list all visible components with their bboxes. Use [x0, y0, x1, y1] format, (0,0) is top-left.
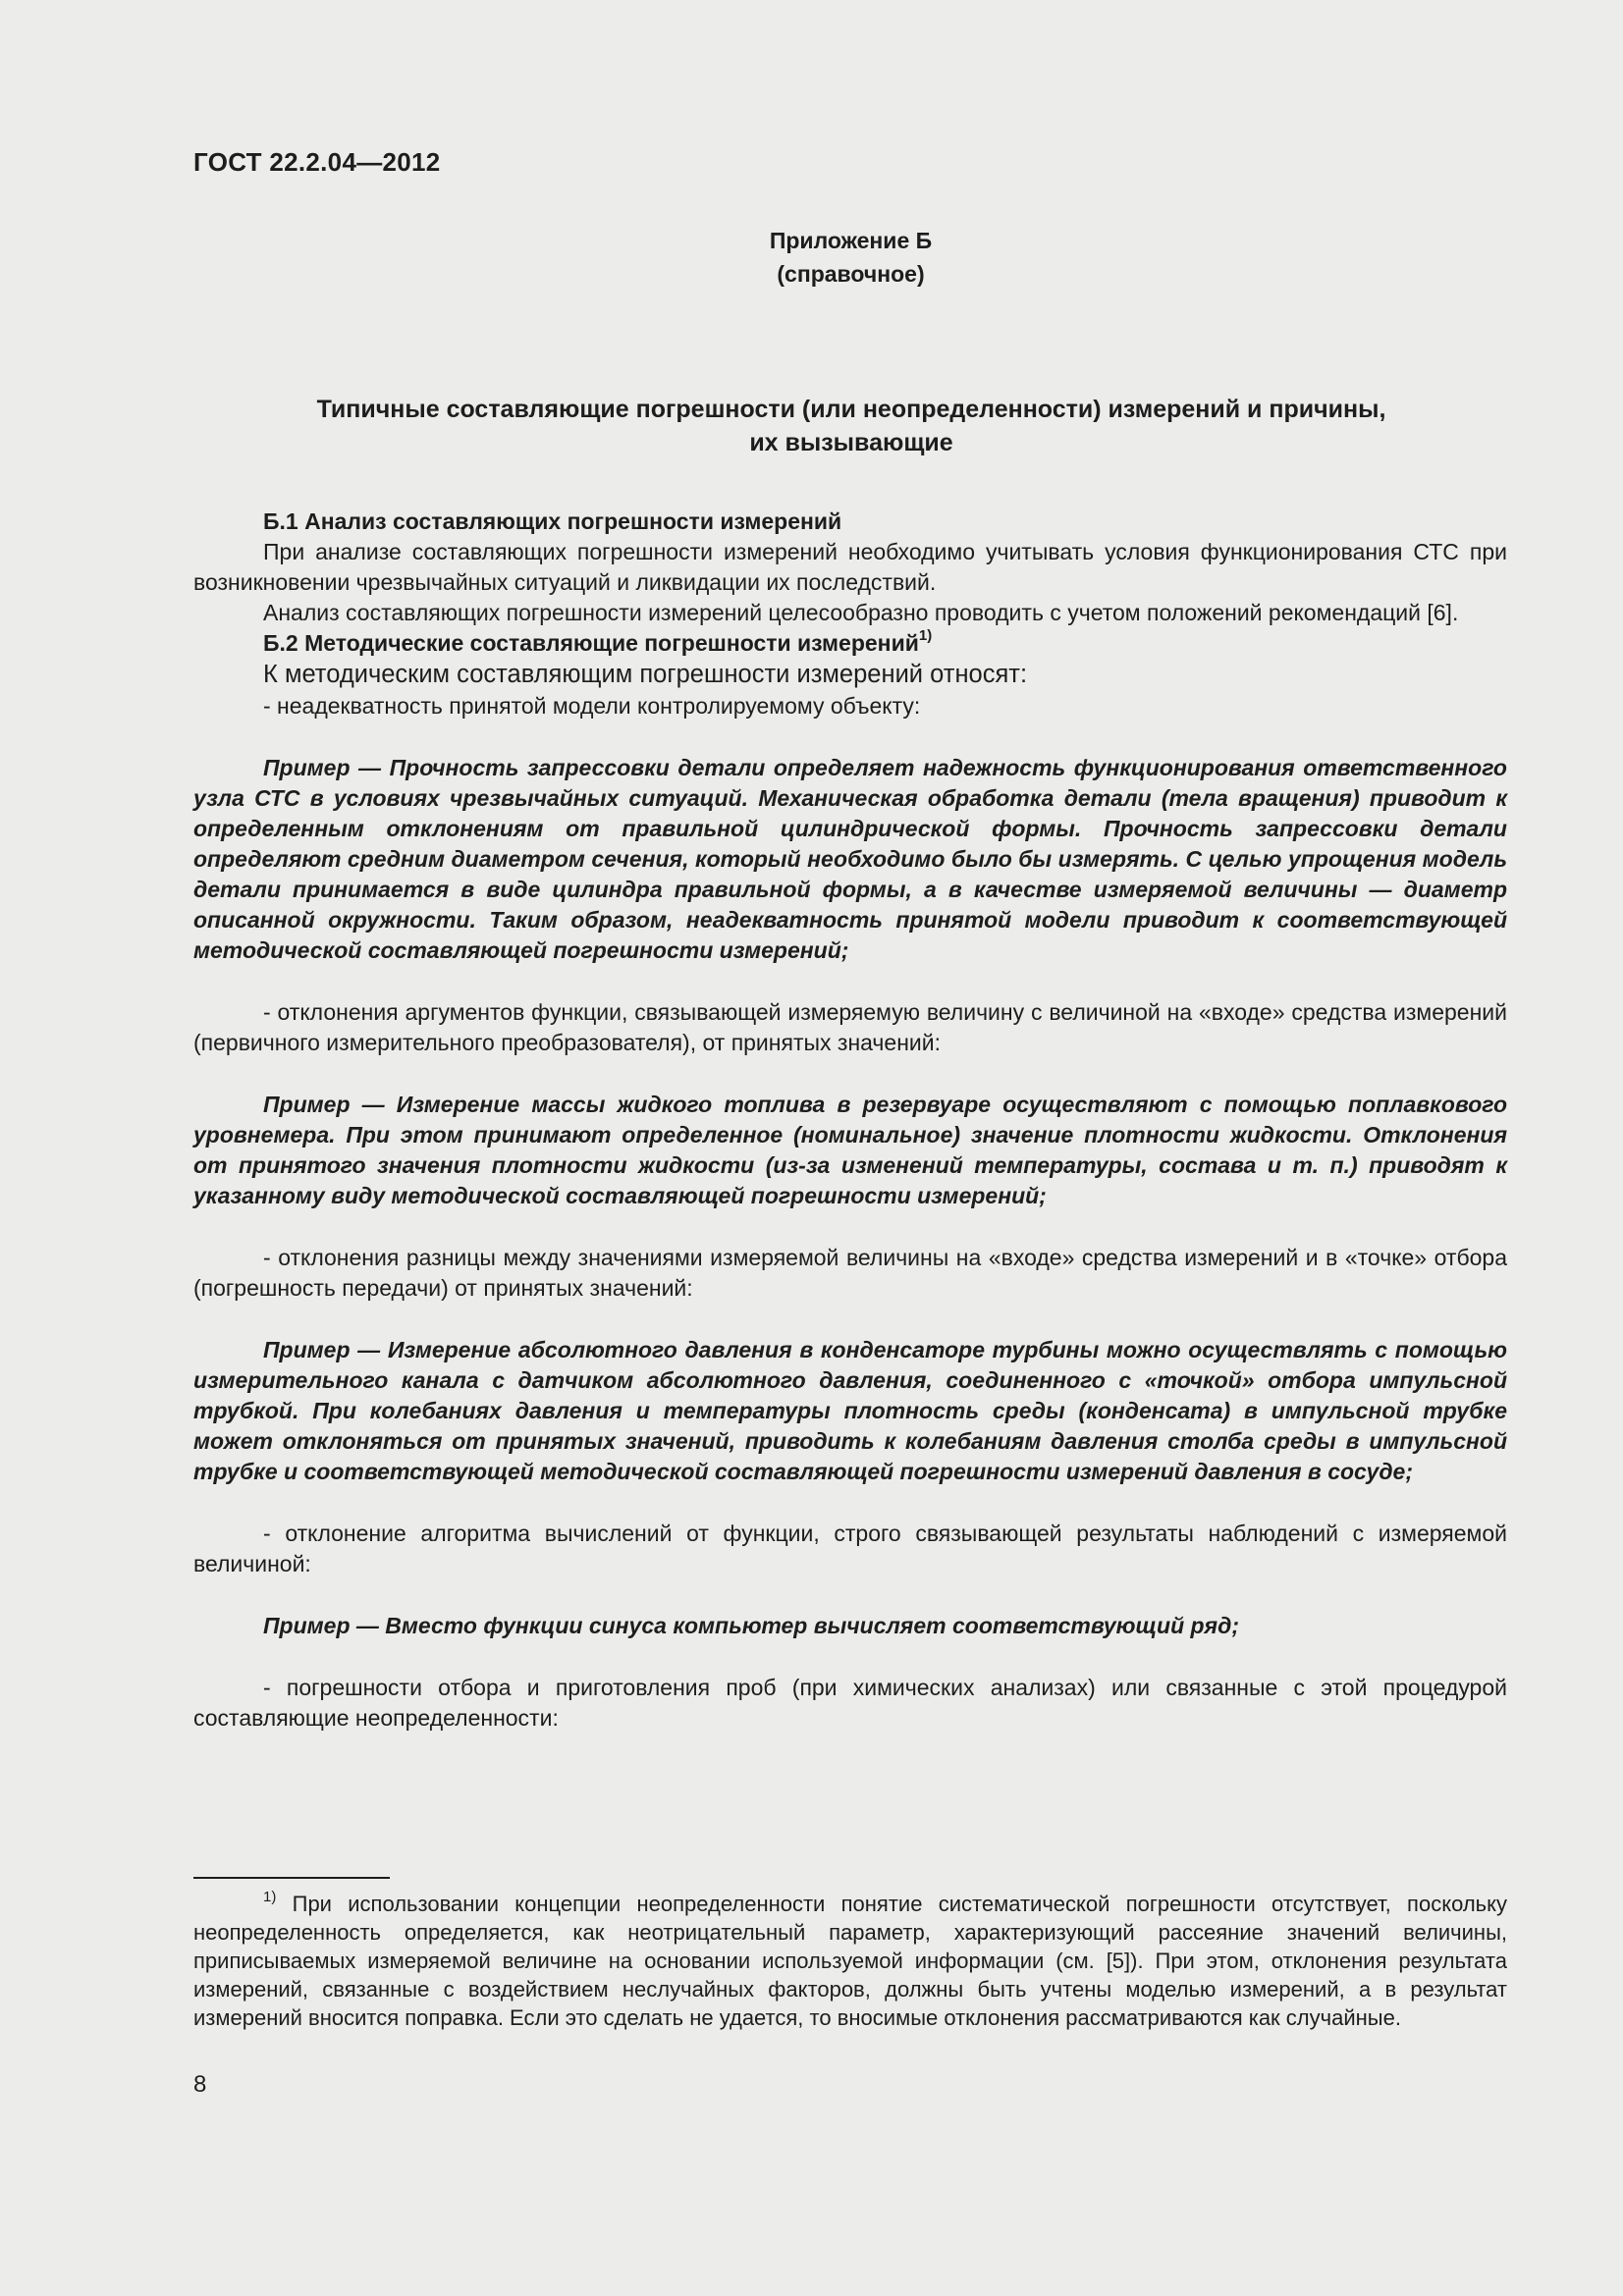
section-b1-heading: Б.1 Анализ составляющих погрешности измерений — [263, 508, 842, 534]
title-line-2: их вызывающие — [749, 429, 953, 456]
list-item-3: - отклонения разницы между значениями измеряемой величины на «входе» средства измерений и в «точке» отбора (погрешность передачи) от принятых значений: — [193, 1245, 1507, 1301]
example-3: Пример — Измерение абсолютного давления в конденсаторе турбины можно осуществлять с помощью измерительного канала с датчиком абсолютного давления, соединенного с «точкой» отбора импульсной трубкой. При колебаниях давления и температуры плотность среды (конденсата) в импульсной трубке может отклоняться от принятых значений, приводить к колебаниям давления столба среды в импульсной трубке и соответствующей методической составляющей погрешности измерений давления в сосуде; — [193, 1337, 1507, 1484]
example-1: Пример — Прочность запрессовки детали определяет надежность функционирования ответственного узла СТС в условиях чрезвычайных ситуаций. Механическая обработка детали (тела вращения) приводит к определенным отклонениям от правильной цилиндрической формы. Прочность запрессовки детали определяют средним диаметром сечения, который необходимо было бы измерять. С целью упрощения модель детали принимается в виде цилиндра правильной формы, а в качестве измеряемой величины — диаметр описанной окружности. Таким образом, неадекватность принятой модели приводит к соответствующей методической составляющей погрешности измерений; — [193, 755, 1507, 963]
example-2: Пример — Измерение массы жидкого топлива в резервуаре осуществляют с помощью поплавкового уровнемера. При этом принимают определенное (номинальное) значение плотности жидкости. Отклонения от принятого значения плотности жидкости (из-за изменений температуры, состава и т. п.) приводят к указанному виду методической составляющей погрешности измерений; — [193, 1092, 1507, 1208]
section-b1-paragraph-1: При анализе составляющих погрешности измерений необходимо учитывать условия функционирования СТС при возникновении чрезвычайных ситуаций и ликвидации их последствий. — [193, 539, 1507, 595]
section-b2-heading-line — [193, 628, 1507, 659]
footnote — [193, 1890, 1507, 2032]
page-number: 8 — [193, 2071, 207, 2098]
title-line-1: Типичные составляющие погрешности (или неопределенности) измерений и причины, — [316, 396, 1386, 423]
footnote-mark: 1) — [263, 1888, 277, 1905]
footnote-divider — [193, 1877, 390, 1879]
body-text — [193, 507, 1507, 1734]
section-b2-intro: К методическим составляющим погрешности измерений относят: — [263, 661, 1028, 688]
document-header: ГОСТ 22.2.04—2012 — [193, 147, 441, 177]
list-item-1: - неадекватность принятой модели контролируемому объекту: — [263, 693, 921, 719]
list-item-2: - отклонения аргументов функции, связывающей измеряемую величину с величиной на «входе» средства измерений (первичного измерительного преобразователя), от принятых значений: — [193, 999, 1507, 1055]
list-item-5: - погрешности отбора и приготовления проб (при химических анализах) или связанные с этой процедурой составляющие неопределенности: — [193, 1675, 1507, 1731]
footnote-text: При использовании концепции неопределенности понятие систематической погрешности отсутствует, поскольку неопределенность определяется, как неотрицательный параметр, характеризующий рассеяние значений величины, приписываемых измеряемой величине на основании используемой информации (см. [5]). При этом, отклонения результата измерений, связанные с воздействием неслучайных факторов, должны быть учтены моделью измерений, а в результат измерений вносится поправка. Если это сделать не удается, то вносимые отклонения рассматриваются как случайные. — [193, 1892, 1507, 2030]
section-b2-heading: Б.2 Методические составляющие погрешности измерений — [263, 630, 919, 656]
appendix-kind: (справочное) — [777, 261, 925, 287]
list-item-4: - отклонение алгоритма вычислений от функции, строго связывающей результаты наблюдений с измеряемой величиной: — [193, 1521, 1507, 1576]
appendix-label: Приложение Б — [769, 228, 933, 253]
section-b1-paragraph-2: Анализ составляющих погрешности измерений целесообразно проводить с учетом положений рекомендаций [6]. — [263, 600, 1459, 625]
footnote-reference: 1) — [918, 627, 933, 645]
example-4: Пример — Вместо функции синуса компьютер вычисляет соответствующий ряд; — [263, 1613, 1239, 1638]
